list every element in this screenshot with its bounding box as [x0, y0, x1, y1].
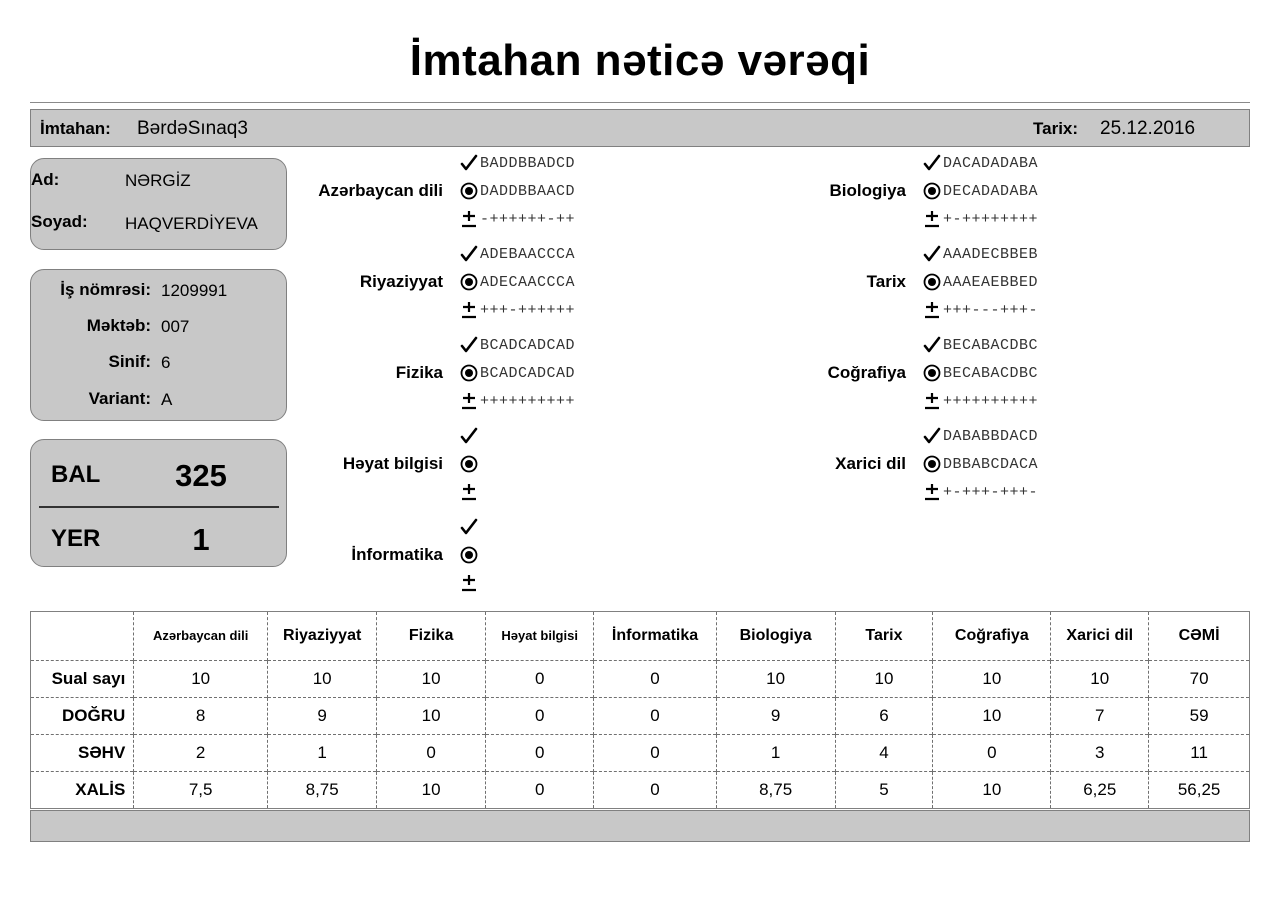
- subject-name: Azərbaycan dili: [318, 181, 443, 200]
- table-cell: 0: [594, 661, 716, 698]
- grade-label: Sinif:: [108, 352, 151, 371]
- table-cell: 10: [134, 661, 268, 698]
- yer-label: YER: [51, 525, 101, 552]
- table-cell: 10: [835, 661, 933, 698]
- plus-minus-icon: [460, 483, 478, 501]
- table-cell: 8,75: [716, 772, 835, 809]
- table-row: [31, 772, 1250, 809]
- check-icon: [460, 154, 478, 172]
- table-cell: 2: [134, 735, 268, 772]
- date-label: Tarix:: [1033, 119, 1079, 138]
- check-icon: [460, 245, 478, 263]
- check-icon: [460, 427, 478, 445]
- table-cell: 0: [485, 735, 593, 772]
- table-cell: 10: [377, 772, 486, 809]
- check-icon: [923, 336, 941, 354]
- bal-label: BAL: [51, 461, 101, 488]
- answer-key: ADEBAACCCA: [480, 246, 576, 263]
- table-cell: 6: [835, 698, 933, 735]
- table-cell: 10: [933, 772, 1051, 809]
- table-cell: 59: [1149, 698, 1250, 735]
- table-cell: 10: [716, 661, 835, 698]
- table-row: [31, 698, 1250, 735]
- student-name-box: [30, 158, 287, 250]
- table-cell: 10: [377, 661, 486, 698]
- bal-value: 325: [175, 458, 227, 493]
- exam-bar: [30, 109, 1250, 147]
- target-icon: [460, 546, 478, 564]
- plus-minus-icon: [460, 210, 478, 228]
- target-icon: [923, 182, 941, 200]
- column-header: Biologiya: [716, 612, 835, 661]
- subject-name: Fizika: [395, 363, 443, 382]
- exam-name: BərdəSınaq3: [137, 118, 248, 139]
- first-name-label: Ad:: [31, 170, 60, 189]
- target-icon: [923, 364, 941, 382]
- answer-result: +-++++++++: [943, 211, 1039, 228]
- row-label: DOĞRU: [31, 698, 134, 735]
- column-header: Xarici dil: [1051, 612, 1149, 661]
- target-icon: [460, 455, 478, 473]
- table-cell: 9: [716, 698, 835, 735]
- column-header: Azərbaycan dili: [134, 612, 268, 661]
- table-cell: 10: [933, 661, 1051, 698]
- first-name-value: NƏRGİZ: [125, 171, 191, 190]
- column-header: [31, 612, 134, 661]
- target-icon: [460, 182, 478, 200]
- plus-minus-icon: [460, 574, 478, 592]
- table-row: [31, 661, 1250, 698]
- table-cell: 0: [594, 735, 716, 772]
- answer-key: AAADECBBEB: [943, 246, 1039, 263]
- subject-name: İnformatika: [351, 545, 443, 564]
- table-cell: 10: [1051, 661, 1149, 698]
- answer-key: BADDBBADCD: [480, 155, 576, 172]
- table-cell: 8,75: [268, 772, 377, 809]
- answer-result: +++---+++-: [943, 302, 1039, 319]
- answer-result: ++++++++++: [480, 393, 576, 410]
- table-cell: 0: [485, 661, 593, 698]
- answer-result: +-+++-+++-: [943, 484, 1039, 501]
- table-cell: 0: [594, 772, 716, 809]
- check-icon: [460, 518, 478, 536]
- student-answer: BCADCADCAD: [480, 365, 576, 382]
- answer-result: -++++++-++: [480, 211, 576, 228]
- table-cell: 4: [835, 735, 933, 772]
- score-divider: [39, 506, 279, 508]
- answer-result: ++++++++++: [943, 393, 1039, 410]
- table-cell: 56,25: [1149, 772, 1250, 809]
- table-cell: 10: [268, 661, 377, 698]
- yer-value: 1: [192, 522, 210, 557]
- table-cell: 0: [594, 698, 716, 735]
- plus-minus-icon: [923, 392, 941, 410]
- table-cell: 1: [268, 735, 377, 772]
- table-cell: 0: [933, 735, 1051, 772]
- student-answer: ADECAACCCA: [480, 274, 576, 291]
- subject-name: Həyat bilgisi: [342, 454, 443, 473]
- footer-bar: [30, 810, 1250, 842]
- last-name-value: HAQVERDİYEVA: [125, 214, 258, 233]
- table-cell: 5: [835, 772, 933, 809]
- column-header: Həyat bilgisi: [485, 612, 593, 661]
- plus-minus-icon: [923, 483, 941, 501]
- results-table: [30, 611, 1250, 809]
- student-answer: DECADADABA: [943, 183, 1039, 200]
- subject-name: Tarix: [866, 272, 906, 291]
- table-row: [31, 735, 1250, 772]
- id-label: İş nömrəsi:: [60, 280, 151, 299]
- column-header: Fizika: [377, 612, 486, 661]
- plus-minus-icon: [460, 392, 478, 410]
- id-value: 1209991: [161, 281, 228, 300]
- table-cell: 70: [1149, 661, 1250, 698]
- column-header: CƏMİ: [1149, 612, 1250, 661]
- variant-label: Variant:: [88, 389, 151, 408]
- check-icon: [460, 336, 478, 354]
- target-icon: [460, 273, 478, 291]
- row-label: SƏHV: [31, 735, 134, 772]
- target-icon: [923, 455, 941, 473]
- plus-minus-icon: [923, 301, 941, 319]
- plus-minus-icon: [923, 210, 941, 228]
- answer-key: BECABACDBC: [943, 337, 1039, 354]
- table-cell: 0: [485, 772, 593, 809]
- grade-value: 6: [161, 353, 171, 372]
- exam-label: İmtahan:: [40, 119, 111, 138]
- table-cell: 10: [933, 698, 1051, 735]
- table-cell: 10: [377, 698, 486, 735]
- table-cell: 7: [1051, 698, 1149, 735]
- student-answer: DADDBBAACD: [480, 183, 576, 200]
- school-label: Məktəb:: [86, 316, 151, 335]
- table-header-row: [31, 612, 1250, 661]
- answer-key: BCADCADCAD: [480, 337, 576, 354]
- subject-name: Biologiya: [829, 181, 906, 200]
- school-value: 007: [161, 317, 190, 336]
- variant-value: A: [161, 390, 173, 409]
- page-title: İmtahan nəticə vərəqi: [409, 36, 871, 85]
- subject-name: Xarici dil: [835, 454, 906, 473]
- exam-date: 25.12.2016: [1100, 118, 1196, 139]
- student-answer: AAAEAEBBED: [943, 274, 1039, 291]
- table-cell: 0: [377, 735, 486, 772]
- table-cell: 0: [485, 698, 593, 735]
- column-header: İnformatika: [594, 612, 716, 661]
- table-cell: 9: [268, 698, 377, 735]
- check-icon: [923, 245, 941, 263]
- table-cell: 7,5: [134, 772, 268, 809]
- student-answer: DBBABCDACA: [943, 456, 1039, 473]
- table-cell: 1: [716, 735, 835, 772]
- check-icon: [923, 154, 941, 172]
- last-name-label: Soyad:: [31, 212, 88, 231]
- target-icon: [460, 364, 478, 382]
- column-header: Coğrafiya: [933, 612, 1051, 661]
- plus-minus-icon: [460, 301, 478, 319]
- column-header: Tarix: [835, 612, 933, 661]
- table-cell: 11: [1149, 735, 1250, 772]
- row-label: Sual sayı: [31, 661, 134, 698]
- target-icon: [923, 273, 941, 291]
- check-icon: [923, 427, 941, 445]
- student-answer: BECABACDBC: [943, 365, 1039, 382]
- answer-key: DABABBDACD: [943, 428, 1039, 445]
- title-divider: [30, 102, 1250, 103]
- column-header: Riyaziyyat: [268, 612, 377, 661]
- row-label: XALİS: [31, 772, 134, 809]
- answer-result: +++-++++++: [480, 302, 576, 319]
- table-cell: 8: [134, 698, 268, 735]
- table-cell: 3: [1051, 735, 1149, 772]
- subject-name: Coğrafiya: [827, 363, 906, 382]
- answer-key: DACADADABA: [943, 155, 1039, 172]
- subject-name: Riyaziyyat: [359, 272, 443, 291]
- table-cell: 6,25: [1051, 772, 1149, 809]
